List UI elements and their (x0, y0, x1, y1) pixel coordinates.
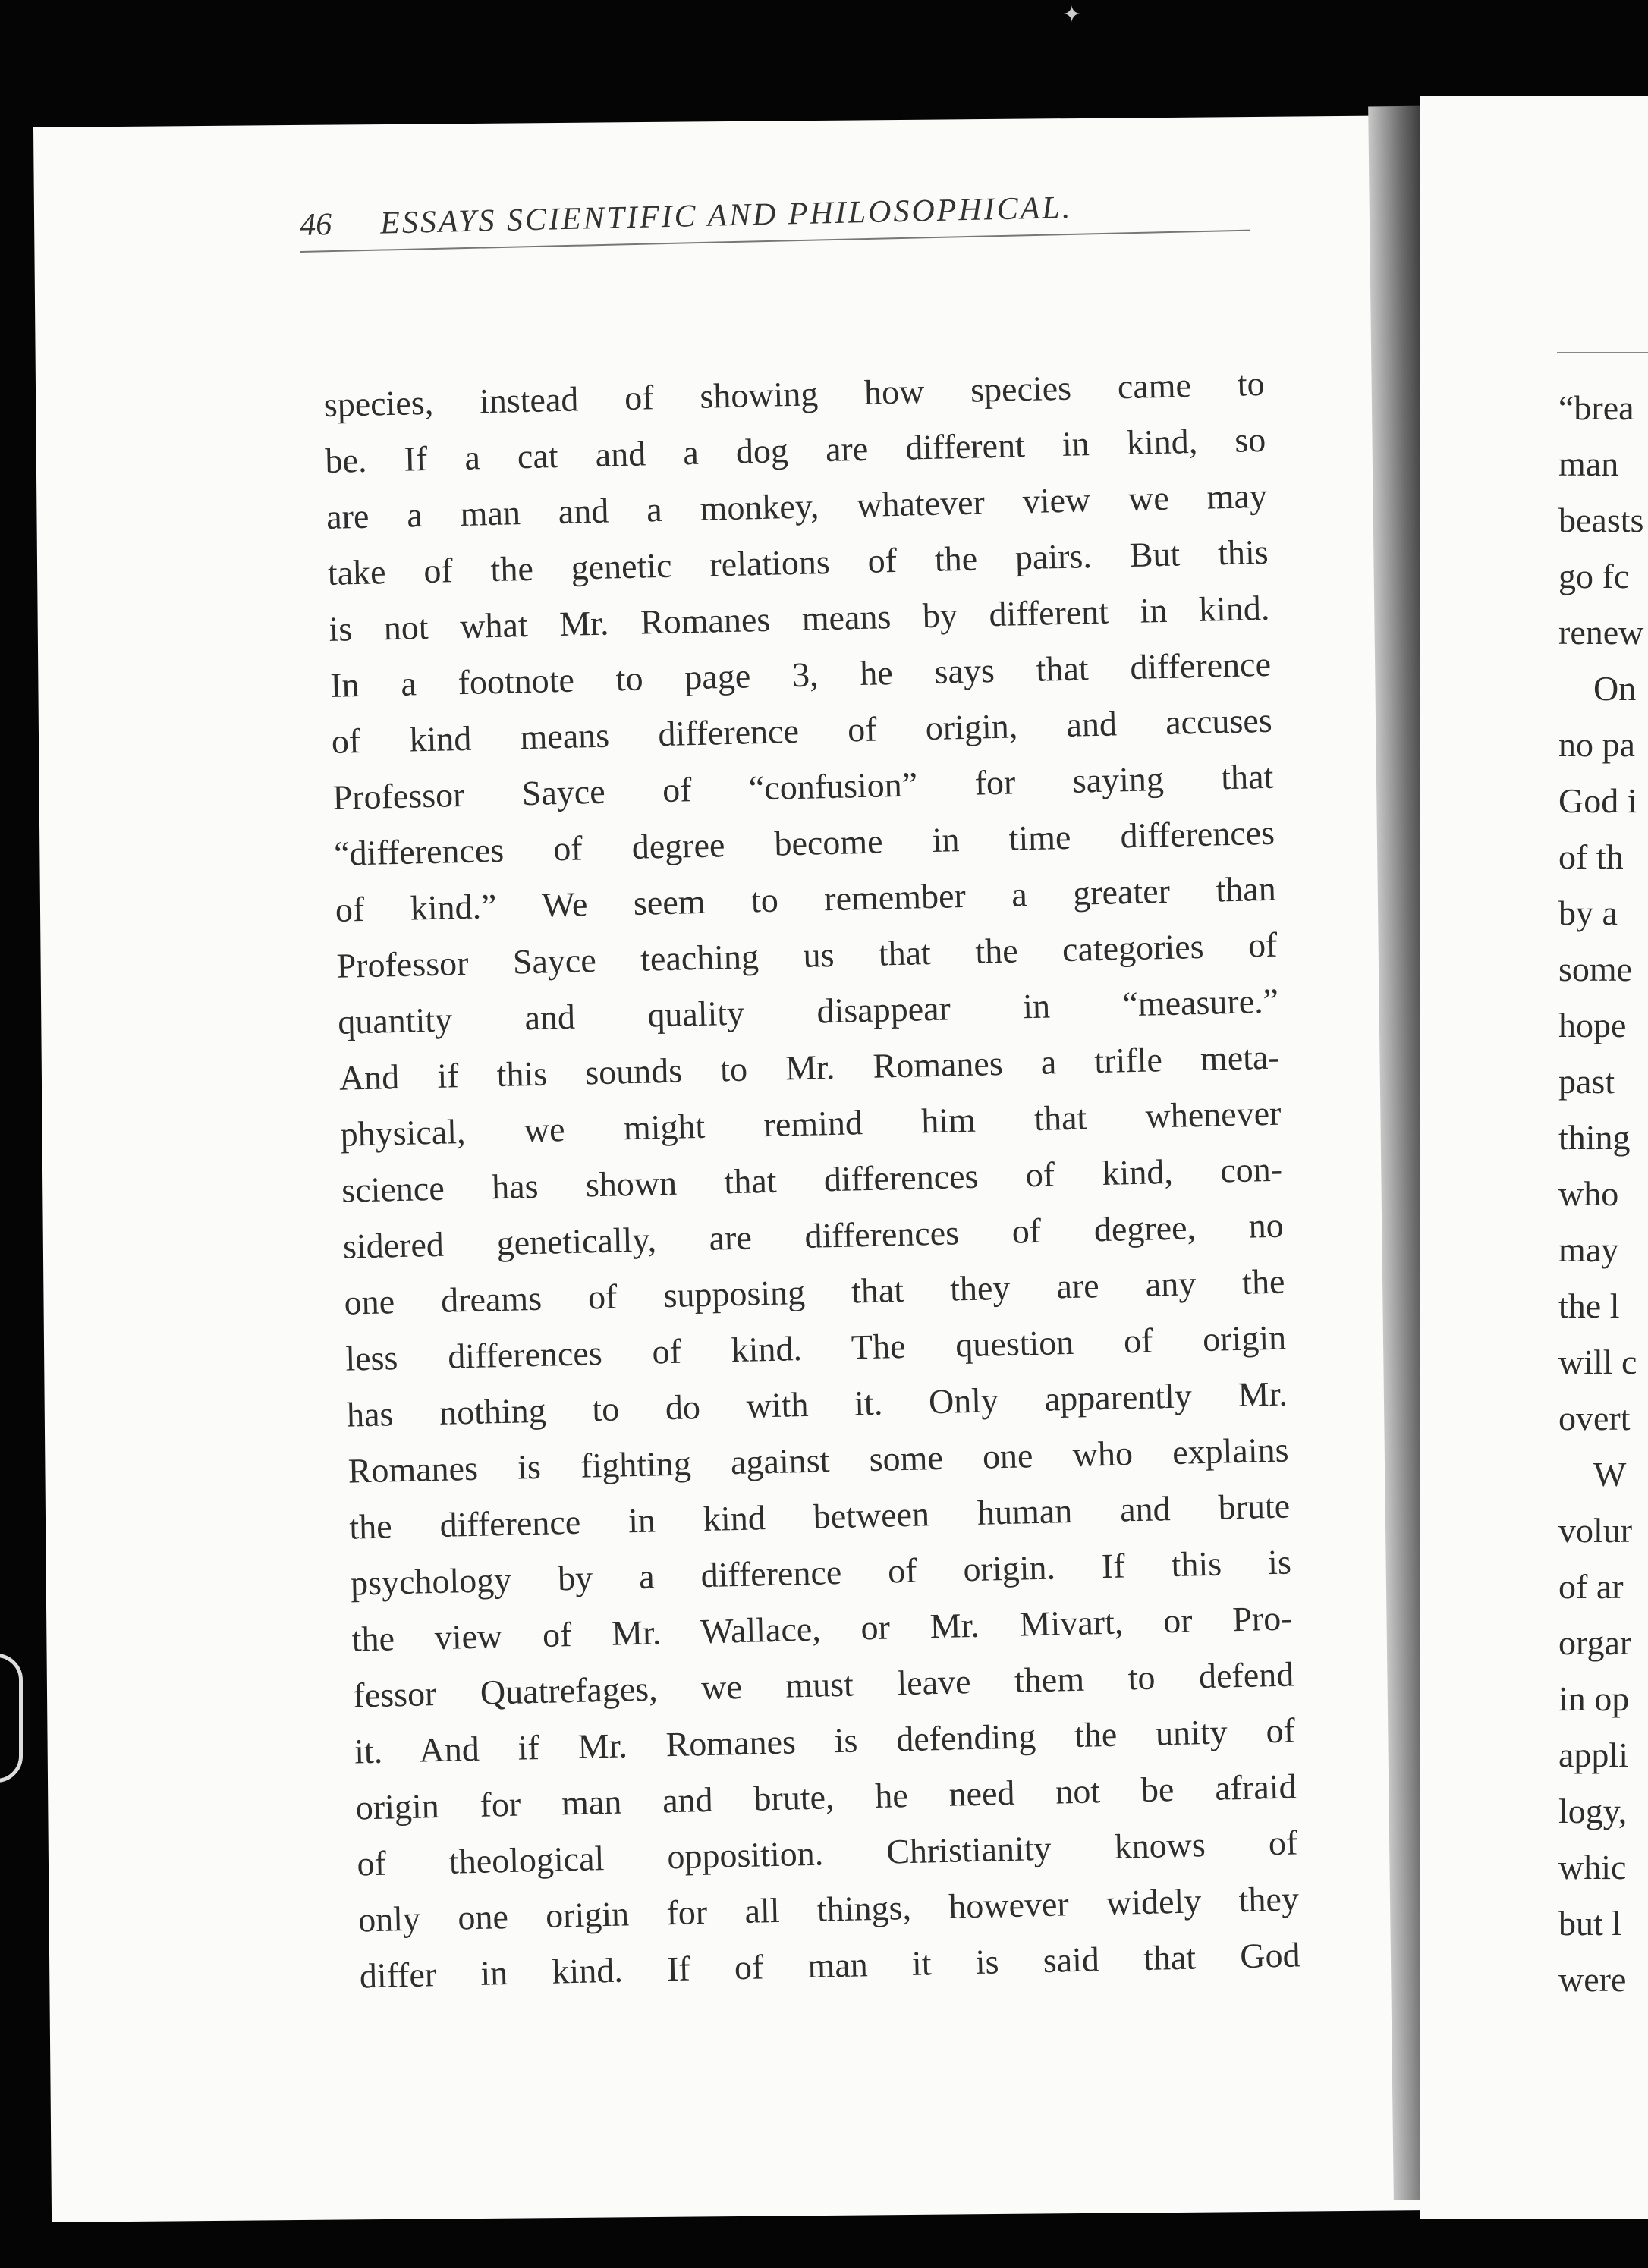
text-line: be. If a cat and a dog are different in kind, so (324, 419, 1266, 480)
text-line: in op (1558, 1679, 1630, 1718)
text-line: of theological opposition. Christianity knows of (356, 1823, 1298, 1883)
text-line: who (1558, 1174, 1619, 1213)
text-line: go fc (1558, 557, 1630, 595)
text-line: it. And if Mr. Romanes is defending the unity of (354, 1710, 1296, 1771)
page-clip-mark (0, 1654, 23, 1783)
text-line: In a footnote to page 3, he says that difference (329, 644, 1272, 705)
text-line: fessor Quatrefages, we must leave them to defend (352, 1654, 1294, 1715)
text-line: of kind.” We seem to remember a greater than (335, 869, 1277, 929)
text-line: the difference in kind between human and brute (348, 1486, 1291, 1547)
text-line: less differences of kind. The question of origin (344, 1318, 1287, 1378)
text-line: differ in kind. If of man it is said that God (359, 1935, 1301, 1996)
page-number: 46 (299, 207, 332, 243)
text-line: of kind means difference of origin, and accuses (331, 700, 1273, 761)
text-line: orgar (1558, 1623, 1632, 1662)
text-line: origin for man and brute, he need not be afraid (355, 1767, 1297, 1827)
text-line: overt (1558, 1399, 1631, 1437)
text-line: no pa (1558, 725, 1635, 764)
text-line: hope (1558, 1006, 1627, 1044)
text-line: W (1593, 1455, 1627, 1494)
text-line: Professor Sayce teaching us that the categories of (336, 925, 1278, 985)
text-line: And if this sounds to Mr. Romanes a trifle meta- (338, 1037, 1281, 1098)
text-line: renew (1558, 613, 1644, 652)
text-line: the view of Mr. Wallace, or Mr. Mivart, or Pro- (351, 1598, 1294, 1659)
text-line: “brea (1558, 388, 1634, 427)
text-line: Professor Sayce of “confusion” for saying that (332, 756, 1274, 817)
text-line: one dreams of supposing that they are any the (344, 1261, 1285, 1322)
text-line: of th (1558, 837, 1624, 876)
text-line: Romanes is fighting against some one who explains (348, 1430, 1289, 1491)
text-line: species, instead of showing how species came to (323, 363, 1266, 424)
text-line: logy, (1558, 1792, 1628, 1830)
text-line: are a man and a monkey, whatever view we may (326, 476, 1268, 536)
text-line: quantity and quality disappear in “measure.” (337, 981, 1279, 1041)
text-line: were (1558, 1960, 1627, 1999)
text-line: “differences of degree become in time differences (333, 812, 1275, 873)
text-line: some (1558, 950, 1633, 988)
text-line: only one origin for all things, however widely they (357, 1879, 1300, 1940)
text-line: the l (1558, 1286, 1620, 1325)
text-line: On (1593, 669, 1637, 708)
right-page-body-text (1558, 380, 1648, 2008)
text-line: psychology by a difference of origin. If this is (350, 1542, 1292, 1603)
text-line: man (1558, 444, 1619, 483)
text-line: has nothing to do with it. Only apparently Mr. (346, 1374, 1288, 1434)
scanner-dust-mark: ✦ (1062, 2, 1082, 27)
text-line: past (1558, 1062, 1615, 1101)
running-title: ESSAYS SCIENTIFIC AND PHILOSOPHICAL. (379, 190, 1073, 241)
text-line: sidered genetically, are differences of degree, no (342, 1205, 1285, 1266)
text-line: but l (1558, 1904, 1622, 1943)
text-line: whic (1558, 1848, 1627, 1886)
right-page (1420, 96, 1648, 2219)
right-page-header-rule (1557, 352, 1648, 353)
text-line: by a (1558, 894, 1618, 932)
text-line: is not what Mr. Romanes means by different in kind. (328, 588, 1270, 649)
text-line: beasts (1558, 501, 1644, 539)
left-page-body-text (323, 356, 1300, 2005)
text-line: take of the genetic relations of the pairs. But this (327, 532, 1269, 592)
text-line: appli (1558, 1736, 1628, 1774)
text-line: may (1558, 1230, 1619, 1269)
text-line: physical, we might remind him that whenever (340, 1093, 1282, 1154)
text-line: will c (1558, 1343, 1637, 1381)
text-line: volur (1558, 1511, 1633, 1550)
text-line: science has shown that differences of kind, con- (341, 1149, 1283, 1210)
text-line: God i (1558, 781, 1637, 820)
text-line: thing (1558, 1118, 1631, 1157)
text-line: of ar (1558, 1567, 1624, 1606)
